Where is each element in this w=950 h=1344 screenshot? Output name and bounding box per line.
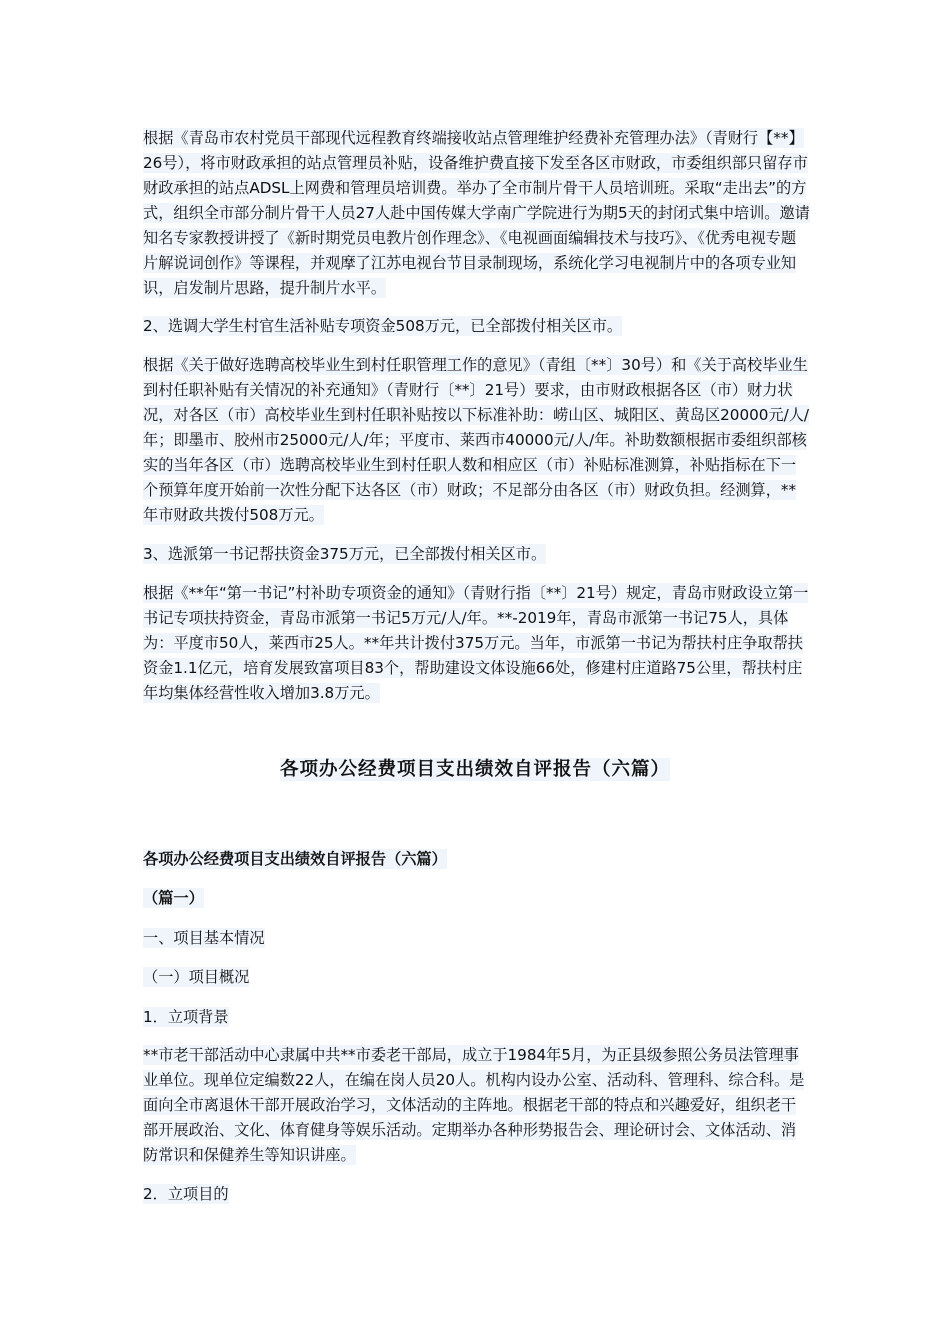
item-heading-background: [143, 1005, 811, 1030]
part-heading: [143, 886, 811, 911]
subsection-heading-text: （一）项目概况: [143, 968, 250, 986]
page-title-text: 各项办公经费项目支出绩效自评报告（六篇）: [279, 759, 670, 780]
section-heading: [143, 926, 811, 951]
item-heading-purpose: [143, 1182, 811, 1207]
section-heading-text: 一、项目基本情况: [143, 929, 265, 947]
report-heading-text: 各项办公经费项目支出绩效自评报告（六篇）: [143, 850, 447, 868]
paragraph-first-secretary-text: 根据《**年“第一书记”村补助专项资金的通知》（青财行指〔**〕21号）规定，青岛市财政设立第一书记专项扶持资金，青岛市派第一书记5万元/人/年。**-2019年，青岛市派第一书记75人，具体为：平度市50人，莱西市25人。**年共计拨付375万元。当年，市派第一书记为帮扶村庄争取帮扶资金1.1亿元，培育发展致富项目83个，帮助建设文体设施66处，修建村庄道路75公里，帮扶村庄年均集体经营性收入增加3.8万元。: [143, 584, 809, 702]
item-village-official-subsidy-text: 2、选调大学生村官生活补贴专项资金508万元，已全部拨付相关区市。: [143, 317, 623, 335]
paragraph-training-funds: [143, 126, 811, 301]
item-first-secretary-funds: [143, 542, 811, 567]
item-village-official-subsidy: [143, 314, 811, 339]
paragraph-first-secretary: [143, 581, 811, 706]
paragraph-subsidy-standard: [143, 353, 811, 528]
subsection-heading: [143, 965, 811, 990]
paragraph-training-funds-text: 根据《青岛市农村党员干部现代远程教育终端接收站点管理维护经费补充管理办法》（青财行【**】26号），将市财政承担的站点管理员补贴，设备维护费直接下发至各区市财政，市委组织部只留存市财政承担的站点ADSL上网费和管理员培训费。举办了全市制片骨干人员培训班。采取“走出去”的方式，组织全市部分制片骨干人员27人赴中国传媒大学南广学院进行为期5天的封闭式集中培训。邀请知名专家教授讲授了《新时期党员电教片创作理念》、《电视画面编辑技术与技巧》、《优秀电视专题片解说词创作》等课程，并观摩了江苏电视台节目录制现场，系统化学习电视制片中的各项专业知识，启发制片思路，提升制片水平。: [143, 129, 810, 297]
item-first-secretary-funds-text: 3、选派第一书记帮扶资金375万元，已全部拨付相关区市。: [143, 545, 547, 563]
part-heading-text: （篇一）: [143, 889, 204, 907]
item-heading-background-text: 1．立项背景: [143, 1008, 229, 1026]
page-title: [0, 757, 950, 783]
paragraph-center-overview: [143, 1043, 811, 1168]
paragraph-center-overview-text: **市老干部活动中心隶属中共**市委老干部局，成立于1984年5月，为正县级参照公务员法管理事业单位。现单位定编数22人，在编在岗人员20人。机构内设办公室、活动科、管理科、综合科。是面向全市离退休干部开展政治学习，文体活动的主阵地。根据老干部的特点和兴趣爱好，组织老干部开展政治、文化、体育健身等娱乐活动。定期举办各种形势报告会、理论研讨会、文体活动、消防常识和保健养生等知识讲座。: [143, 1046, 805, 1164]
report-heading: [143, 847, 811, 872]
item-heading-purpose-text: 2．立项目的: [143, 1185, 229, 1203]
paragraph-subsidy-standard-text: 根据《关于做好选聘高校毕业生到村任职管理工作的意见》（青组〔**〕30号）和《关于高校毕业生到村任职补贴有关情况的补充通知》（青财行〔**〕21号）要求，由市财政根据各区（市）财力状况，对各区（市）高校毕业生到村任职补贴按以下标准补助：崂山区、城阳区、黄岛区20000元/人/年；即墨市、胶州市25000元/人/年；平度市、莱西市40000元/人/年。补助数额根据市委组织部核实的当年各区（市）选聘高校毕业生到村任职人数和相应区（市）补贴标准测算，补贴指标在下一个预算年度开始前一次性分配下达各区（市）财政；不足部分由各区（市）财政负担。经测算，**年市财政共拨付508万元。: [143, 356, 810, 524]
